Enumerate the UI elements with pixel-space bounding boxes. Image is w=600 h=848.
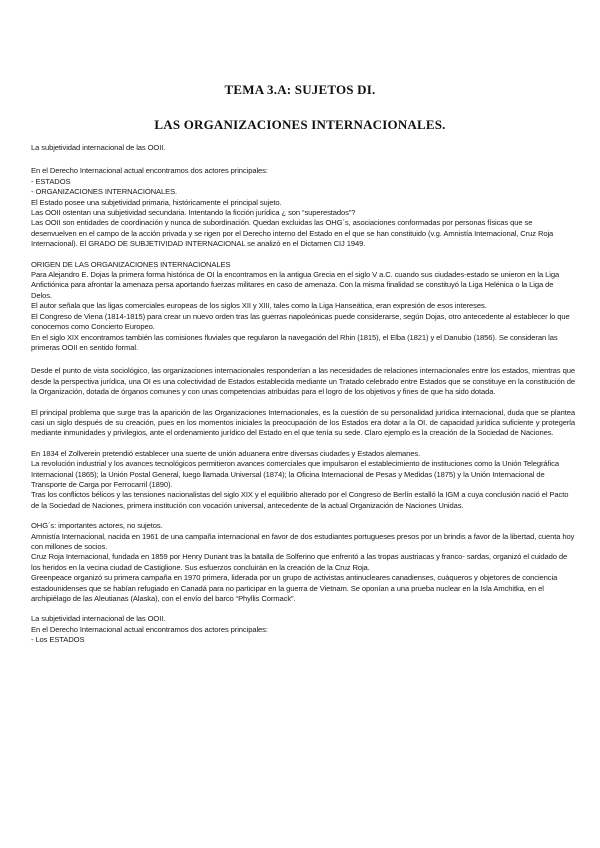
paragraph-line: El Congreso de Viena (1814-1815) para crear un nuevo orden tras las guerras napoleónicas puede considerarse, según Dojas, otro antecedente al establecer lo que conocemos como Concierto Europeo. (31, 311, 570, 332)
paragraph-problema: El principal problema que surge tras la aparición de las Organizaciones Internacionales, es la cuestión de su personalidad jurídica internacional, duda que se plantea casi un siglo después de su creación, pues en los momentos iniciales la preocupación de los Estados era dotar a la OI. de capacidad jurídica suficiente y protegerla mediante inmunidades y privilegios, ante el ordenamiento jurídico del Estado en el que tenía su sede. Claro ejemplo es la creación de la Sociedad de Naciones. (31, 407, 575, 438)
paragraph-line: Para Alejandro E. Dojas la primera forma histórica de OI la encontramos en la antigua Grecia en el siglo V a.C. cuando sus ciudades-estado se unieron en la Liga Anfictiónica para afrontar la amenaza persa aportando fuerzas militares en caso de amenaza. Con la misma finalidad se constituyó la Liga Helénica o la Liga de Delos. (31, 270, 560, 300)
paragraph-line: El autor señala que las ligas comerciales europeas de los siglos XII y XIII, tales como la Liga Hanseática, eran expresión de esos intereses. (31, 301, 487, 311)
paragraph-sociologico: Desde el punto de vista sociológico, las organizaciones internacionales responderían a las necesidades de relaciones internacionales entre los estados, mientras que desde la perspectiva jurídica, una OI es una colectividad de Estados establecida mediante un Tratado celebrado entre Estados que se constituye en la constitución de la Organización, dotada de órganos comunes y con unas competencias atribuidas para el logro de los objetivos y fines de que ha sido dotada. (31, 366, 575, 397)
paragraph-line: En el siglo XIX encontramos también las comisiones fluviales que regularon la navegación del Rhin (1815), el Elba (1821) y el Danubio (1856). Se consideran las primeras OOII en sentido formal. (31, 332, 558, 352)
paragraph-line: Las OOII son entidades de coordinación y nunca de subordinación. Quedan excluidas las OHG´s, asociaciones conformadas por personas físicas que se desenvuelven en el campo de la acción privada y se rigen por el Derecho interno del Estado en el que se han constituido (v.g. Amnistía Internacional, Cruz Roja Internacional). El GRADO DE SUBJETIVIDAD INTERNACIONAL se analizó en el Dictamen CIJ 1949. (31, 218, 554, 249)
page-subtitle: LAS ORGANIZACIONES INTERNACIONALES. (154, 117, 446, 132)
section-heading-subjetividad: La subjetividad internacional de las OOII. (31, 143, 166, 152)
paragraph-line: En el Derecho Internacional actual encontramos dos actores principales: (31, 624, 268, 634)
paragraph-line: Tras los conflictos bélicos y las tensiones nacionalistas del siglo XIX y el equilibrio alterado por el Congreso de Berlín estalló la IGM a cuya conclusión nació el Pacto de la Sociedad de Naciones, primera institución con vocación universal, antecedente de la actual Organización de Naciones Unidas. (31, 490, 569, 510)
document-body (31, 143, 575, 646)
paragraph-line: Greenpeace organizó su primera campaña en 1970 primera, liderada por un grupo de activistas antinucleares canadienses, cuáqueros y objetores de conciencia estadounidenses que se habían refugiado en Canadá para no participar en la guerra de Vietnam. Se oponían a una prueba nuclear en la Isla Amchitka, en el archipiélago de las Aleutianas (Alaska), con el envío del barco “Phyllis Cormack”. (31, 573, 558, 604)
paragraph-line: En el Derecho Internacional actual encontramos dos actores principales: (31, 166, 268, 176)
section-heading-subjetividad-repeat: La subjetividad internacional de las OOII. (31, 614, 166, 624)
paragraph-line: Cruz Roja Internacional, fundada en 1859 por Henry Dunant tras la batalla de Solferino que enfrentó a las tropas austriacas y franco- sardas, organizó el cuidado de los heridos en la vecina ciudad de Castiglione. Sus esfuerzos concluirán en la creación de la Cruz Roja. (31, 552, 568, 572)
page-title: TEMA 3.A: SUJETOS DI. (224, 82, 376, 97)
section-heading-origen: ORIGEN DE LAS ORGANIZACIONES INTERNACIONALES (31, 259, 231, 269)
paragraph-line: Las OOII ostentan una subjetividad secundaria. Intentando la ficción jurídica ¿ son “superestados”? (31, 208, 356, 218)
paragraph-line: La revolución industrial y los avances tecnológicos permitieron avances comerciales que impulsaron el establecimiento de instituciones como la Unión Telegráfica Internacional (1865); la Unión Postal General, luego llamada Universal (1874); la Oficina Internacional de Pesas y Medidas (1875) y la Unión Internacional de Transporte de Carga por Ferrocarril (1890). (31, 459, 559, 489)
list-item: - ORGANIZACIONES INTERNACIONALES. (31, 187, 178, 197)
paragraph-line: En 1834 el Zollverein pretendió establecer una suerte de unión aduanera entre diversas ciudades y Estados alemanes. (31, 448, 421, 458)
section-heading-ohg: OHG´s: importantes actores, no sujetos. (31, 521, 163, 531)
list-item: - ESTADOS (31, 176, 71, 186)
paragraph-line: El Estado posee una subjetividad primaria, históricamente el principal sujeto. (31, 197, 282, 207)
paragraph-line: Amnistía Internacional, nacida en 1961 de una campaña internacional en favor de dos estudiantes portugueses presos por un brindis a favor de la libertad, cuenta hoy con millones de socios. (31, 531, 575, 551)
list-item: - Los ESTADOS (31, 635, 85, 645)
